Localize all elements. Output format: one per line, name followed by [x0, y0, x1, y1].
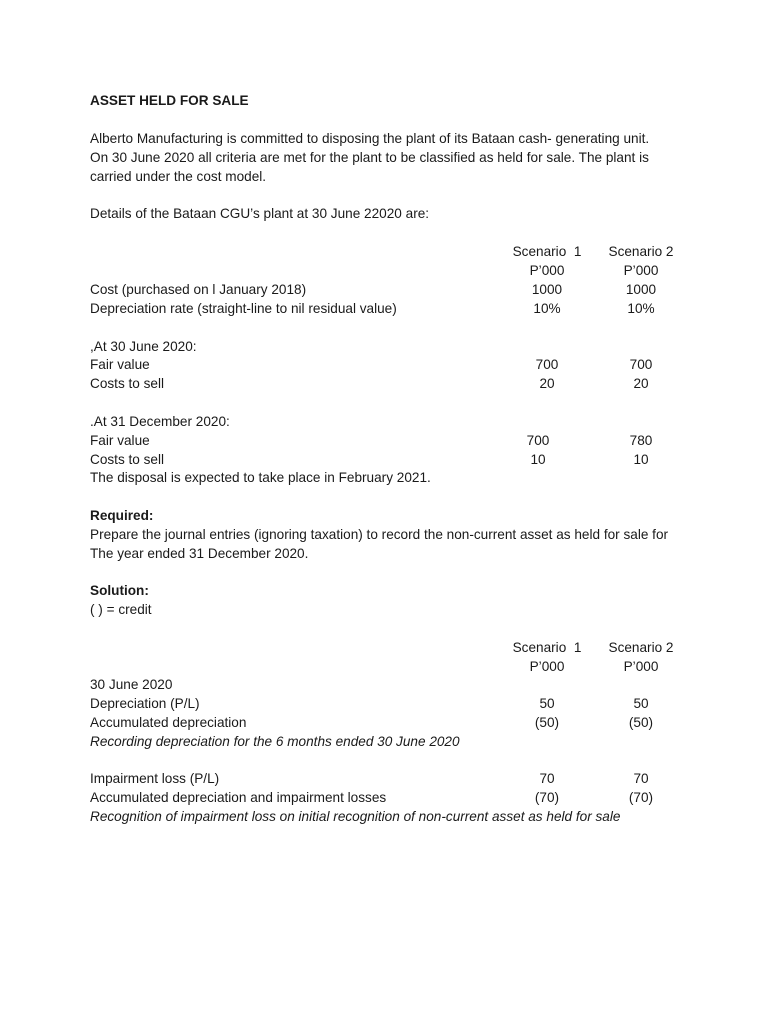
dec-row-s2: 780 — [629, 433, 653, 448]
solution-col2-unit: P’000 — [623, 659, 659, 674]
details-row-label: Cost (purchased on l January 2018) — [90, 282, 307, 297]
details-row-s2: 1000 — [625, 282, 657, 297]
intro-line-2: On 30 June 2020 all criteria are met for the plant to be classified as held for sale. The plant is — [90, 150, 649, 165]
entry1-note: Recording depreciation for the 6 months ended 30 June 2020 — [90, 734, 460, 749]
june-row-s2: 700 — [629, 357, 653, 372]
journal-row-label: Depreciation (P/L) — [90, 696, 200, 711]
credit-note: ( ) = credit — [90, 602, 152, 617]
journal-row-label: Accumulated depreciation and impairment losses — [90, 790, 387, 805]
journal-row-s1: (70) — [534, 790, 560, 805]
dec-heading: .At 31 December 2020: — [90, 414, 230, 429]
intro-line-3: carried under the cost model. — [90, 169, 267, 184]
page-title: ASSET HELD FOR SALE — [90, 93, 249, 108]
june-row-label: Fair value — [90, 357, 150, 372]
details-col1-unit: P’000 — [529, 263, 565, 278]
details-col2-unit: P’000 — [623, 263, 659, 278]
details-col1-header: Scenario 1 — [512, 244, 582, 259]
june-row-s1: 700 — [535, 357, 559, 372]
journal-row-s2: (70) — [628, 790, 654, 805]
entry2-note: Recognition of impairment loss on initial recognition of non-current asset as held for sale — [90, 809, 621, 824]
journal-row-s1: (50) — [534, 715, 560, 730]
details-col2-header: Scenario 2 — [608, 244, 674, 259]
required-heading: Required: — [90, 508, 154, 523]
dec-row-s1: 700 — [526, 433, 550, 448]
solution-col1-header: Scenario 1 — [512, 640, 582, 655]
dec-row-s1: 10 — [530, 452, 546, 467]
journal-row-s2: 50 — [633, 696, 649, 711]
journal-row-label: Accumulated depreciation — [90, 715, 247, 730]
details-heading: Details of the Bataan CGU’s plant at 30 June 22020 are: — [90, 206, 430, 221]
june-row-label: Costs to sell — [90, 376, 165, 391]
intro-line-1: Alberto Manufacturing is committed to disposing the plant of its Bataan cash- generating unit. — [90, 131, 650, 146]
details-row-s1: 10% — [533, 301, 561, 316]
june-heading: ,At 30 June 2020: — [90, 339, 197, 354]
journal-row-s2: 70 — [633, 771, 649, 786]
details-row-label: Depreciation rate (straight-line to nil residual value) — [90, 301, 397, 316]
details-row-s2: 10% — [627, 301, 655, 316]
journal-row-s2: (50) — [628, 715, 654, 730]
june-row-s1: 20 — [539, 376, 555, 391]
solution-heading: Solution: — [90, 583, 149, 598]
disposal-note: The disposal is expected to take place in February 2021. — [90, 470, 431, 485]
journal-row-s1: 50 — [539, 696, 555, 711]
june-row-s2: 20 — [633, 376, 649, 391]
required-line-1: Prepare the journal entries (ignoring taxation) to record the non-current asset as held for sale for — [90, 527, 669, 542]
solution-col2-header: Scenario 2 — [608, 640, 674, 655]
dec-row-s2: 10 — [633, 452, 649, 467]
details-row-s1: 1000 — [531, 282, 563, 297]
journal-row-s1: 70 — [539, 771, 555, 786]
required-line-2: The year ended 31 December 2020. — [90, 546, 309, 561]
dec-row-label: Costs to sell — [90, 452, 165, 467]
dec-row-label: Fair value — [90, 433, 150, 448]
journal-row-label: Impairment loss (P/L) — [90, 771, 220, 786]
solution-col1-unit: P’000 — [529, 659, 565, 674]
solution-date: 30 June 2020 — [90, 677, 173, 692]
